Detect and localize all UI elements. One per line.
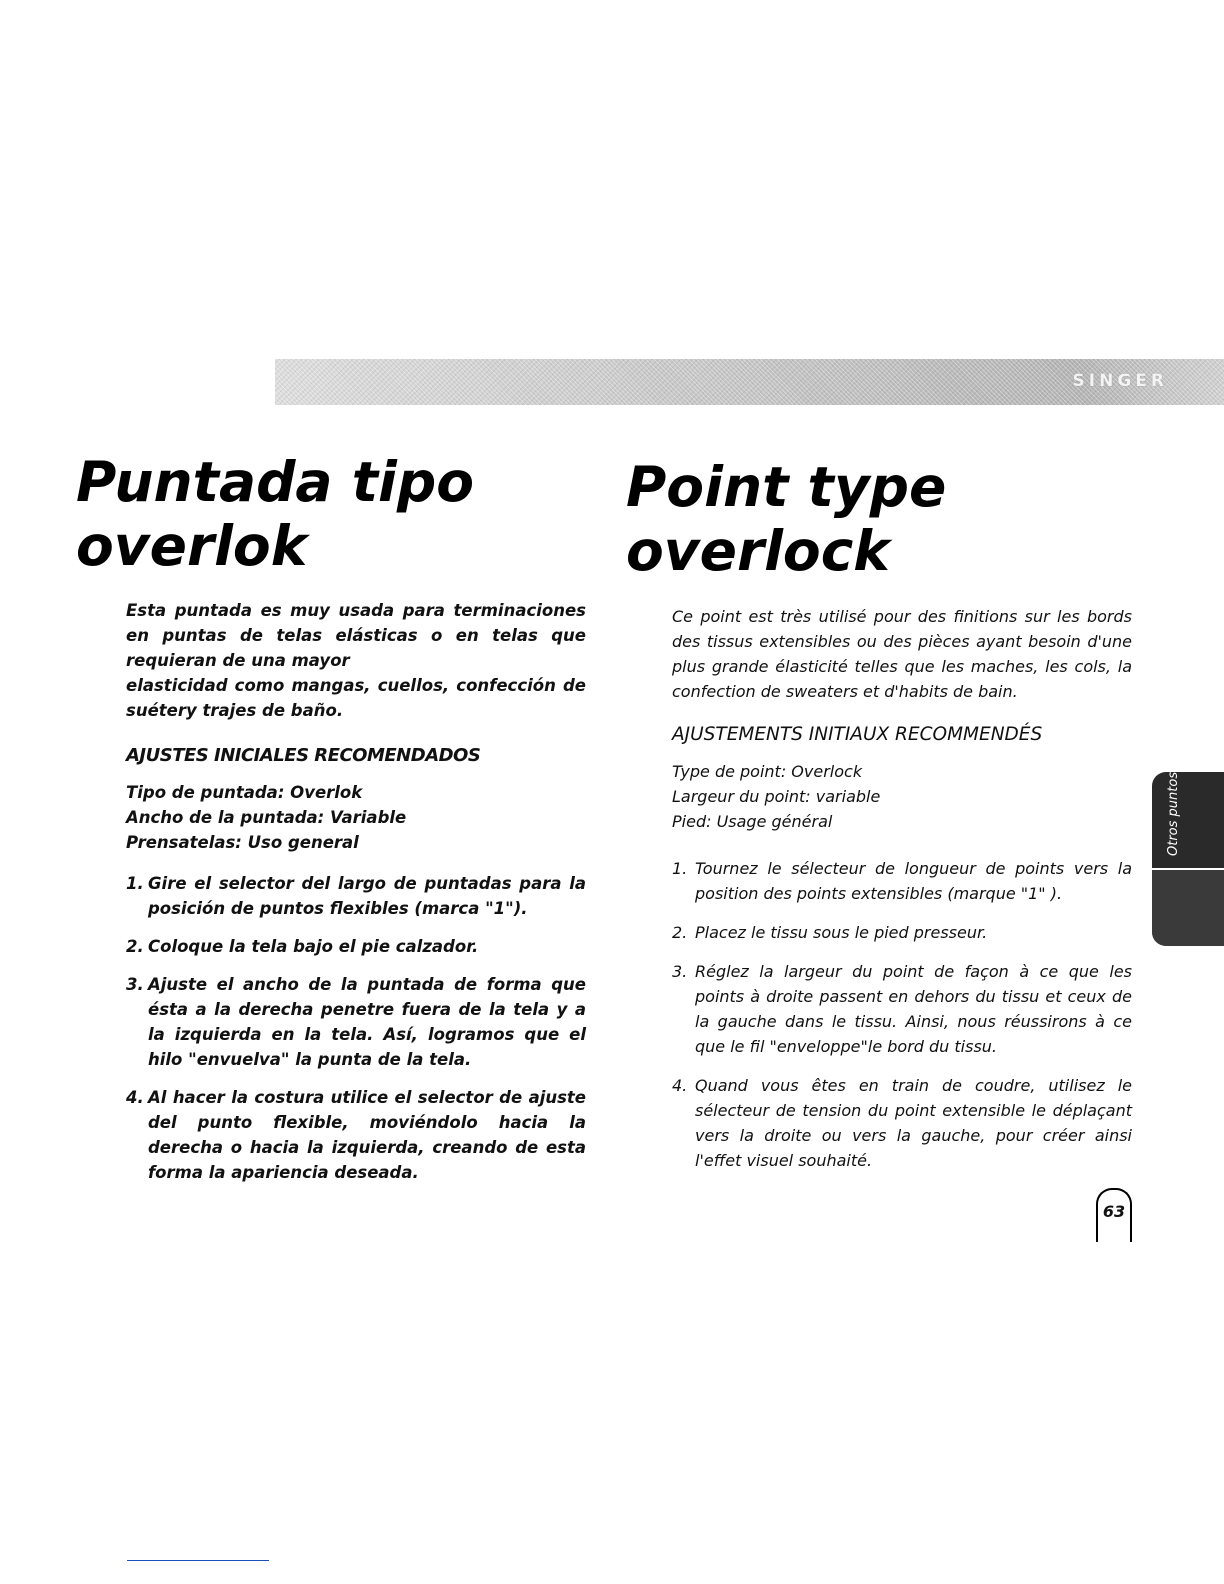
- step-text: Coloque la tela bajo el pie calzador.: [148, 937, 479, 956]
- spanish-title: [76, 450, 474, 578]
- side-tab-label: Otros puntos: [1166, 772, 1181, 856]
- french-setting-stitch-type: Type de point: Overlock: [672, 762, 863, 781]
- french-step: [672, 920, 1132, 945]
- spanish-steps: [126, 871, 586, 1185]
- spanish-intro-2: elasticidad como mangas, cuellos, confección de suétery trajes de baño.: [126, 676, 586, 720]
- spanish-step: [126, 1085, 586, 1185]
- spanish-setting-stitch-width: Ancho de la puntada: Variable: [126, 808, 407, 827]
- footer-rule: [127, 1560, 269, 1561]
- step-text: Tournez le sélecteur de longueur de points vers la position des points extensibles (marque "1" ).: [695, 859, 1132, 903]
- french-title-line2: overlock: [626, 519, 890, 583]
- step-text: Al hacer la costura utilice el selector de ajuste del punto flexible, moviéndolo hacia la derecha o hacia la izquierda, creando de esta forma la apariencia deseada.: [148, 1088, 586, 1182]
- french-step: [672, 856, 1132, 906]
- section-side-tab: [1152, 772, 1224, 946]
- header-band: [275, 359, 1224, 405]
- spanish-setting-stitch-type: Tipo de puntada: Overlok: [126, 783, 363, 802]
- step-text: Gire el selector del largo de puntadas para la posición de puntos flexibles (marca "1").: [148, 874, 586, 918]
- brand-logo: SINGER: [1072, 371, 1168, 391]
- step-number: 1.: [672, 859, 688, 878]
- step-text: Réglez la largeur du point de façon à ce que les points à droite passent en dehors du tissu et ceux de la gauche dans le tissu. Ainsi, nous réussirons à ce que le fil "enveloppe"le bord du tissu.: [695, 962, 1132, 1056]
- french-steps: [672, 856, 1132, 1173]
- spanish-column: [126, 598, 586, 1198]
- step-number: 2.: [126, 937, 144, 956]
- page-number: 63: [1102, 1202, 1126, 1221]
- step-text: Ajuste el ancho de la puntada de forma que ésta a la derecha penetre fuera de la tela y a la izquierda en la tela. Así, logramos que el hilo "envuelva" la punta de la tela.: [148, 975, 586, 1069]
- french-step: [672, 1073, 1132, 1173]
- step-number: 2.: [672, 923, 688, 942]
- spanish-step: [126, 934, 586, 959]
- step-text: Quand vous êtes en train de coudre, utilisez le sélecteur de tension du point extensible le déplaçant vers la droite ou vers la gauche, pour créer ainsi l'effet visuel souhaité.: [695, 1076, 1132, 1170]
- french-step: [672, 959, 1132, 1059]
- french-title: [626, 455, 946, 583]
- step-number: 4.: [126, 1088, 144, 1107]
- french-column: [672, 604, 1132, 1187]
- step-number: 4.: [672, 1076, 688, 1095]
- step-number: 3.: [126, 975, 144, 994]
- spanish-setting-presser-foot: Prensatelas: Uso general: [126, 833, 359, 852]
- page-number-frame: [1096, 1188, 1132, 1242]
- spanish-title-line2: overlok: [76, 514, 308, 578]
- french-intro: Ce point est très utilisé pour des finitions sur les bords des tissus extensibles ou des pièces ayant besoin d'une plus grande élasticité telles que les maches, les cols, la confection de sweaters et d'habits de bain.: [672, 607, 1132, 701]
- step-number: 1.: [126, 874, 144, 893]
- side-tab-lower-block: [1152, 868, 1224, 946]
- french-subheading: AJUSTEMENTS INITIAUX RECOMMENDÉS: [672, 724, 1043, 745]
- spanish-title-line1: Puntada tipo: [76, 450, 474, 514]
- step-text: Placez le tissu sous le pied presseur.: [695, 923, 988, 942]
- french-title-line1: Point type: [626, 455, 947, 519]
- french-setting-stitch-width: Largeur du point: variable: [672, 787, 881, 806]
- spanish-intro-1: Esta puntada es muy usada para terminaciones en puntas de telas elásticas o en telas que requieran de una mayor: [126, 601, 586, 670]
- spanish-step: [126, 871, 586, 921]
- step-number: 3.: [672, 962, 688, 981]
- spanish-step: [126, 972, 586, 1072]
- spanish-subheading: AJUSTES INICIALES RECOMENDADOS: [126, 745, 481, 766]
- french-setting-presser-foot: Pied: Usage général: [672, 812, 833, 831]
- spanish-settings: [126, 780, 586, 855]
- french-settings: [672, 759, 1132, 834]
